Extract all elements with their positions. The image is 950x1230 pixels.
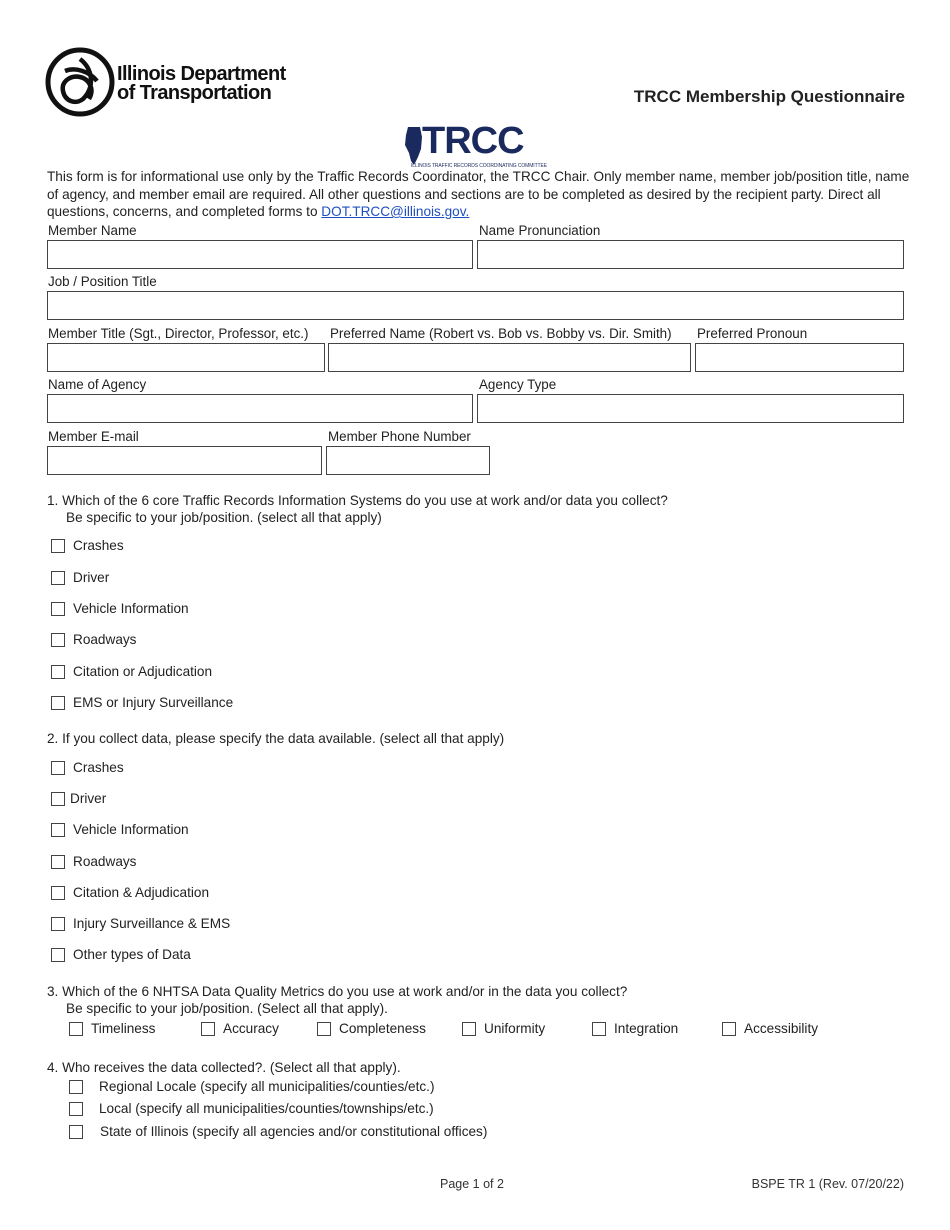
option-label: Uniformity	[484, 1021, 546, 1036]
name-pronunciation-input[interactable]	[477, 240, 904, 269]
checkbox[interactable]	[51, 633, 65, 647]
checkbox[interactable]	[51, 665, 65, 679]
q2-option-crashes[interactable]	[51, 760, 124, 775]
member-title-input[interactable]	[47, 343, 325, 372]
checkbox[interactable]	[201, 1022, 215, 1036]
q4-option-local[interactable]	[69, 1101, 434, 1116]
checkbox[interactable]	[51, 696, 65, 710]
checkbox[interactable]	[51, 948, 65, 962]
form-title: TRCC Membership Questionnaire	[633, 87, 905, 106]
q2-option-citation[interactable]	[51, 885, 209, 900]
checkbox[interactable]	[592, 1022, 606, 1036]
question-3-line-2: Be specific to your job/position. (Select all that apply).	[66, 1001, 388, 1016]
agency-type-input[interactable]	[477, 394, 904, 423]
page-number: Page 1 of 2	[440, 1177, 504, 1191]
intro-paragraph	[47, 168, 917, 221]
option-label: Crashes	[73, 760, 124, 775]
member-title-label: Member Title (Sgt., Director, Professor, etc.)	[48, 326, 309, 341]
illinois-map-icon	[404, 127, 424, 165]
q4-option-state[interactable]	[69, 1124, 487, 1139]
question-2	[47, 730, 504, 747]
preferred-name-input[interactable]	[328, 343, 691, 372]
question-1	[47, 492, 668, 526]
phone-input[interactable]	[326, 446, 490, 475]
trcc-logo-subtitle: ILLINOIS TRAFFIC RECORDS COORDINATING COMMITTEE	[411, 163, 547, 169]
email-label: Member E-mail	[48, 429, 139, 444]
option-label: Accuracy	[223, 1021, 279, 1036]
q3-option-uniformity[interactable]	[462, 1021, 545, 1036]
option-label: Timeliness	[91, 1021, 156, 1036]
option-label: Crashes	[73, 538, 124, 553]
form-code: BSPE TR 1 (Rev. 07/20/22)	[751, 1177, 904, 1191]
checkbox[interactable]	[69, 1102, 83, 1116]
question-2-line-1: 2. If you collect data, please specify the data available. (select all that apply)	[47, 731, 505, 746]
question-3	[47, 983, 627, 1017]
phone-label: Member Phone Number	[328, 429, 471, 444]
job-title-input[interactable]	[47, 291, 904, 320]
agency-type-label: Agency Type	[479, 377, 557, 392]
checkbox[interactable]	[69, 1022, 83, 1036]
option-label: Completeness	[339, 1021, 426, 1036]
question-3-line-1: 3. Which of the 6 NHTSA Data Quality Metrics do you use at work and/or in the data you collect?	[47, 984, 628, 999]
preferred-name-label: Preferred Name (Robert vs. Bob vs. Bobby vs. Dir. Smith)	[330, 326, 672, 341]
option-label: State of Illinois (specify all agencies and/or constitutional offices)	[100, 1124, 488, 1139]
checkbox[interactable]	[51, 855, 65, 869]
question-4	[47, 1059, 401, 1076]
q2-option-driver[interactable]	[51, 791, 106, 806]
checkbox[interactable]	[51, 539, 65, 553]
checkbox[interactable]	[51, 886, 65, 900]
preferred-pronoun-input[interactable]	[695, 343, 904, 372]
idot-logo	[45, 47, 305, 119]
option-label: Local (specify all municipalities/counties/townships/etc.)	[99, 1101, 434, 1116]
logo-line-1: Illinois Department	[117, 63, 286, 85]
checkbox[interactable]	[51, 761, 65, 775]
q4-option-regional[interactable]	[69, 1079, 434, 1094]
checkbox[interactable]	[69, 1080, 83, 1094]
agency-name-input[interactable]	[47, 394, 473, 423]
option-label: Citation or Adjudication	[73, 664, 213, 679]
agency-name-label: Name of Agency	[48, 377, 147, 392]
trcc-logo	[404, 120, 547, 169]
option-label: Citation & Adjudication	[73, 885, 210, 900]
checkbox[interactable]	[51, 602, 65, 616]
option-label: Integration	[614, 1021, 679, 1036]
option-label: Vehicle Information	[73, 822, 189, 837]
q3-option-accessibility[interactable]	[722, 1021, 818, 1036]
job-title-label: Job / Position Title	[48, 274, 157, 289]
q2-option-vehicle-information[interactable]	[51, 822, 189, 837]
q1-option-crashes[interactable]	[51, 538, 124, 553]
q2-option-roadways[interactable]	[51, 854, 136, 869]
option-label: Roadways	[73, 854, 137, 869]
name-pronunciation-label: Name Pronunciation	[479, 223, 601, 238]
question-4-line-1: 4. Who receives the data collected?. (Select all that apply).	[47, 1060, 401, 1075]
intro-text: This form is for informational use only by the Traffic Records Coordinator, the TRCC Chair. Only member name, member job/position title, name of agency, and member email are required. All other questions and sections are to be completed as desired by the recipient party. Direct all questions, concerns, and completed forms to	[47, 169, 910, 219]
option-label: Other types of Data	[73, 947, 191, 962]
trcc-logo-text: TRCC	[422, 120, 524, 162]
question-1-line-2: Be specific to your job/position. (select all that apply)	[66, 510, 382, 525]
q1-option-ems[interactable]	[51, 695, 233, 710]
checkbox[interactable]	[462, 1022, 476, 1036]
q1-option-citation[interactable]	[51, 664, 212, 679]
q2-option-other[interactable]	[51, 947, 191, 962]
checkbox[interactable]	[51, 792, 65, 806]
option-label: Regional Locale (specify all municipalities/counties/etc.)	[99, 1079, 435, 1094]
q1-option-roadways[interactable]	[51, 632, 136, 647]
email-input[interactable]	[47, 446, 322, 475]
checkbox[interactable]	[722, 1022, 736, 1036]
q1-option-driver[interactable]	[51, 570, 109, 585]
question-1-line-1: 1. Which of the 6 core Traffic Records Information Systems do you use at work and/or data you collect?	[47, 493, 668, 508]
preferred-pronoun-label: Preferred Pronoun	[697, 326, 808, 341]
option-label: Vehicle Information	[73, 601, 189, 616]
q2-option-injury-ems[interactable]	[51, 916, 230, 931]
member-name-input[interactable]	[47, 240, 473, 269]
member-name-label: Member Name	[48, 223, 137, 238]
option-label: Driver	[70, 791, 107, 806]
option-label: Roadways	[73, 632, 137, 647]
idot-emblem-icon	[45, 47, 115, 117]
logo-line-2: of Transportation	[117, 82, 272, 104]
q3-option-completeness[interactable]	[317, 1021, 426, 1036]
q3-option-timeliness[interactable]	[69, 1021, 155, 1036]
checkbox[interactable]	[51, 823, 65, 837]
checkbox[interactable]	[51, 571, 65, 585]
option-label: Driver	[73, 570, 110, 585]
option-label: Injury Surveillance & EMS	[73, 916, 231, 931]
checkbox[interactable]	[51, 917, 65, 931]
option-label: Accessibility	[744, 1021, 819, 1036]
q3-option-accuracy[interactable]	[201, 1021, 279, 1036]
option-label: EMS or Injury Surveillance	[73, 695, 234, 710]
q1-option-vehicle-information[interactable]	[51, 601, 189, 616]
checkbox[interactable]	[69, 1125, 83, 1139]
checkbox[interactable]	[317, 1022, 331, 1036]
contact-email-link[interactable]: DOT.TRCC@illinois.gov.	[321, 204, 470, 219]
q3-option-integration[interactable]	[592, 1021, 678, 1036]
